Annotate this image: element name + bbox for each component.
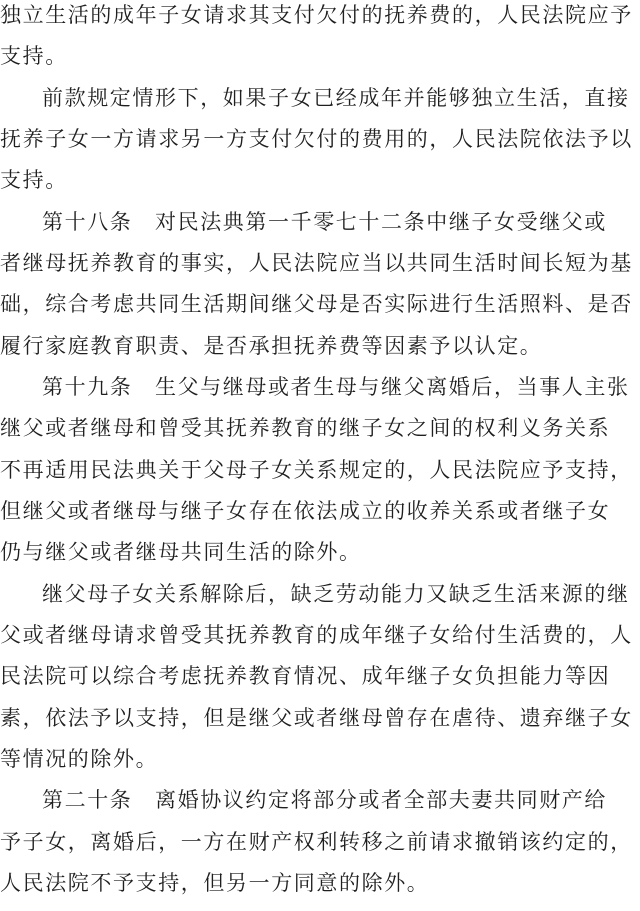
paragraph-line: 继父母子女关系解除后，缺乏劳动能力又缺乏生活来源的继 xyxy=(42,582,630,606)
paragraph-line: 素，依法予以支持，但是继父或者继母曾存在虐待、遗弃继子女 xyxy=(0,706,633,730)
paragraph-line: 民法院可以综合考虑抚养教育情况、成年继子女负担能力等因 xyxy=(0,664,611,688)
paragraph-line: 人民法院不予支持，但另一方同意的除外。 xyxy=(0,871,430,895)
paragraph-line: 仍与继父或者继母共同生活的除外。 xyxy=(0,540,362,564)
article-18-heading-line: 第十八条 对民法典第一千零七十二条中继子女受继父或 xyxy=(42,210,607,234)
article-19-heading-line: 第十九条 生父与继母或者生母与继父离婚后，当事人主张 xyxy=(42,375,630,399)
paragraph-line: 父或者继母请求曾受其抚养教育的成年继子女给付生活费的，人 xyxy=(0,623,633,647)
paragraph-line: 不再适用民法典关于父母子女关系规定的，人民法院应予支持， xyxy=(0,458,633,482)
paragraph-line: 独立生活的成年子女请求其支付欠付的抚养费的，人民法院应予 xyxy=(0,3,633,27)
article-20-heading-line: 第二十条 离婚协议约定将部分或者全部夫妻共同财产给 xyxy=(42,788,607,812)
paragraph-line: 支持。 xyxy=(0,44,68,68)
paragraph-line: 等情况的除外。 xyxy=(0,747,159,771)
paragraph-line: 但继父或者继母与继子女存在依法成立的收养关系或者继子女 xyxy=(0,499,611,523)
paragraph-line: 履行家庭教育职责、是否承担抚养费等因素予以认定。 xyxy=(0,334,543,358)
paragraph-line: 前款规定情形下，如果子女已经成年并能够独立生活，直接 xyxy=(42,86,630,110)
paragraph-line: 础，综合考虑共同生活期间继父母是否实际进行生活照料、是否 xyxy=(0,292,633,316)
paragraph-line: 继父或者继母和曾受其抚养教育的继子女之间的权利义务关系 xyxy=(0,416,611,440)
paragraph-line: 予子女，离婚后，一方在财产权利转移之前请求撤销该约定的， xyxy=(0,830,633,854)
paragraph-line: 支持。 xyxy=(0,168,68,192)
paragraph-line: 抚养子女一方请求另一方支付欠付的费用的，人民法院依法予以 xyxy=(0,127,633,151)
paragraph-line: 者继母抚养教育的事实，人民法院应当以共同生活时间长短为基 xyxy=(0,251,633,275)
